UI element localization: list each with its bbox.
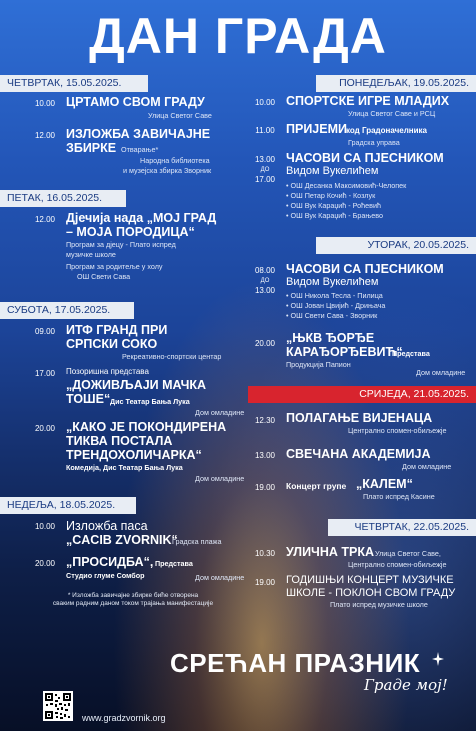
school-item: • ОШ Никола Тесла - Пилица bbox=[286, 291, 383, 300]
event-title: „ПРОСИДБА“, bbox=[66, 555, 154, 569]
greeting-script: Граде мој! bbox=[364, 676, 448, 694]
event-title: КАРАЂОРЂЕВИЋ“ bbox=[286, 345, 403, 359]
event-detail: Програм за родитеље у холу bbox=[66, 262, 163, 271]
event-location: Улица Светог Саве bbox=[148, 111, 212, 120]
event-title: „CACIB ZVORNIK“ bbox=[66, 533, 178, 547]
event-title: ПОЛАГАЊЕ ВИЈЕНАЦА bbox=[286, 411, 433, 425]
event-producer: Продукција Папион bbox=[286, 360, 351, 369]
school-item: • ОШ Десанка Максимовић-Челопек bbox=[286, 181, 407, 190]
school-item: • ОШ Јован Цвијић - Дрињача bbox=[286, 301, 386, 310]
event-title: ЦРТАМО СВОМ ГРАДУ bbox=[66, 95, 205, 109]
event-type: Представа bbox=[155, 559, 193, 568]
event-time: 19.00 bbox=[254, 578, 276, 587]
event-title: ШКОЛЕ - ПОКЛОН СВОМ ГРАДУ bbox=[286, 587, 456, 599]
day-header-wed21: СРИЈЕДА, 21.05.2025. bbox=[248, 386, 476, 403]
event-location: Градска плажа bbox=[172, 537, 222, 546]
event-title: Дјечија нада „МОЈ ГРАД bbox=[66, 211, 217, 225]
footnote-line: сваким радним даном током трајања манифестације bbox=[52, 600, 214, 607]
day-header-tue20: УТОРАК, 20.05.2025. bbox=[316, 237, 476, 254]
event-title: УЛИЧНА ТРКА bbox=[286, 545, 374, 559]
event-title: „КАЛЕМ“ bbox=[356, 477, 413, 491]
event-time: 17.00 bbox=[254, 175, 276, 184]
event-title: ТИКВА ПОСТАЛА bbox=[66, 434, 173, 448]
event-location: Дом омладине bbox=[402, 462, 452, 471]
event-title: ЧАСОВИ СА ПЈЕСНИКОМ bbox=[286, 262, 444, 276]
school-item: • ОШ Вук Караџић - Роћевић bbox=[286, 201, 381, 210]
event-performer: Комедија, Дис Театар Бања Лука bbox=[66, 463, 183, 472]
page-title: ДАН ГРАДА bbox=[89, 8, 387, 64]
event-location: Градска управа bbox=[348, 138, 400, 147]
event-title: „ДОЖИВЉАЈИ МАЧКА bbox=[66, 378, 207, 392]
event-subtitle: Видом Вукелићем bbox=[286, 276, 379, 288]
event-title: Изложба паса bbox=[66, 519, 148, 533]
school-item: • ОШ Петар Кочић - Козлук bbox=[286, 191, 376, 200]
sparkle-icon bbox=[432, 652, 444, 666]
event-title: ПРИЈЕМИ bbox=[286, 122, 347, 136]
event-time: 10.00 bbox=[34, 99, 56, 108]
school-item: • ОШ Свети Сава - Зворник bbox=[286, 311, 378, 320]
event-title: ТОШЕ“ bbox=[66, 392, 111, 406]
event-location: Дом омладине bbox=[195, 573, 245, 582]
day-header-sat17: СУБОТА, 17.05.2025. bbox=[0, 302, 134, 319]
event-time: 12.00 bbox=[34, 215, 56, 224]
website-link[interactable]: www.gradzvornik.org bbox=[82, 713, 166, 723]
event-time: 08.00 bbox=[254, 266, 276, 275]
event-detail: ОШ Свети Сава bbox=[77, 272, 131, 281]
event-time: 10.00 bbox=[34, 522, 56, 531]
event-time: ДО bbox=[260, 278, 270, 284]
event-time: 10.30 bbox=[254, 549, 276, 558]
event-title: ИТФ ГРАНД ПРИ bbox=[66, 323, 168, 337]
day-header-mon19: ПОНЕДЕЉАК, 19.05.2025. bbox=[316, 75, 476, 92]
event-time: 10.00 bbox=[254, 98, 276, 107]
greeting: СРЕЋАН ПРАЗНИК bbox=[170, 648, 421, 678]
event-title: „ЊКВ ЂОРЂЕ bbox=[286, 331, 375, 345]
event-location: Рекреативно-спортски центар bbox=[122, 352, 222, 361]
event-location: Дом омладине bbox=[416, 368, 466, 377]
event-type: Представа bbox=[392, 349, 430, 358]
event-performer: Дис Театар Бања Лука bbox=[110, 397, 190, 406]
event-time: 12.00 bbox=[34, 131, 56, 140]
event-detail: код Градоначелника bbox=[346, 126, 427, 135]
event-title: ЗБИРКЕ bbox=[66, 141, 117, 155]
event-time: 11.00 bbox=[255, 126, 275, 135]
event-location: Народна библиотека bbox=[140, 156, 210, 165]
day-header-fri16: ПЕТАК, 16.05.2025. bbox=[0, 190, 126, 207]
school-item: • ОШ Вук Караџић - Брањево bbox=[286, 211, 383, 220]
day-header-thu15: ЧЕТВРТАК, 15.05.2025. bbox=[0, 75, 148, 92]
footnote bbox=[20, 592, 246, 608]
footnote-line: * Изложба завичајне збирке биће отворена bbox=[67, 592, 199, 599]
event-location: Улица Светог Саве, bbox=[375, 549, 441, 558]
event-title: ГОДИШЊИ КОНЦЕРТ МУЗИЧКЕ bbox=[286, 574, 454, 586]
event-title: СВЕЧАНА АКАДЕМИЈА bbox=[286, 447, 431, 461]
event-location: Централно спомен-обиљежје bbox=[348, 426, 447, 435]
event-detail: музичке школе bbox=[66, 250, 116, 259]
event-title: ИЗЛОЖБА ЗАВИЧАЈНЕ bbox=[66, 127, 211, 141]
event-time: 20.00 bbox=[34, 424, 56, 433]
event-time: 17.00 bbox=[34, 369, 56, 378]
event-location: и музејска збирка Зворник bbox=[123, 166, 212, 175]
event-time: ДО bbox=[260, 167, 270, 173]
event-note: Отварање* bbox=[121, 145, 159, 154]
event-title: СРПСКИ СОКО bbox=[66, 337, 158, 351]
event-location: Плато испред Касине bbox=[363, 492, 435, 501]
event-time: 12.30 bbox=[254, 416, 276, 425]
event-location: Улица Светог Саве и РСЦ bbox=[348, 109, 436, 118]
qr-code-icon bbox=[45, 693, 71, 719]
day-header-sun18: НЕДЕЉА, 18.05.2025. bbox=[0, 497, 136, 514]
event-location: Дом омладине bbox=[195, 408, 245, 417]
event-time: 19.00 bbox=[254, 483, 276, 492]
event-subtitle: Видом Вукелићем bbox=[286, 165, 379, 177]
event-note: Концерт групе bbox=[286, 481, 347, 491]
event-location: Централно спомен-обиљежје bbox=[348, 560, 447, 569]
event-title: ЧАСОВИ СА ПЈЕСНИКОМ bbox=[286, 151, 444, 165]
event-title: „КАКО ЈЕ ПОКОНДИРЕНА bbox=[66, 420, 227, 434]
event-note: Позоришна представа bbox=[66, 367, 149, 376]
event-title: – МОЈА ПОРОДИЦА“ bbox=[66, 225, 195, 239]
event-title: ТРЕНДОХОЛИЧАРКА“ bbox=[66, 448, 202, 462]
event-performer: Студио глуме Сомбор bbox=[66, 571, 145, 580]
event-title: СПОРТСКЕ ИГРЕ МЛАДИХ bbox=[286, 94, 450, 108]
event-detail: Програм за дјецу - Плато испред bbox=[66, 240, 176, 249]
event-time: 20.00 bbox=[254, 339, 276, 348]
event-location: Дом омладине bbox=[195, 474, 245, 483]
event-location: Плато испред музичке школе bbox=[330, 600, 428, 609]
qr-code[interactable] bbox=[43, 691, 73, 721]
day-header-thu22: ЧЕТВРТАК, 22.05.2025. bbox=[328, 519, 476, 536]
event-time: 13.00 bbox=[254, 155, 276, 164]
event-time: 13.00 bbox=[254, 451, 276, 460]
event-time: 20.00 bbox=[34, 559, 56, 568]
event-time: 09.00 bbox=[34, 327, 56, 336]
event-time: 13.00 bbox=[254, 286, 276, 295]
